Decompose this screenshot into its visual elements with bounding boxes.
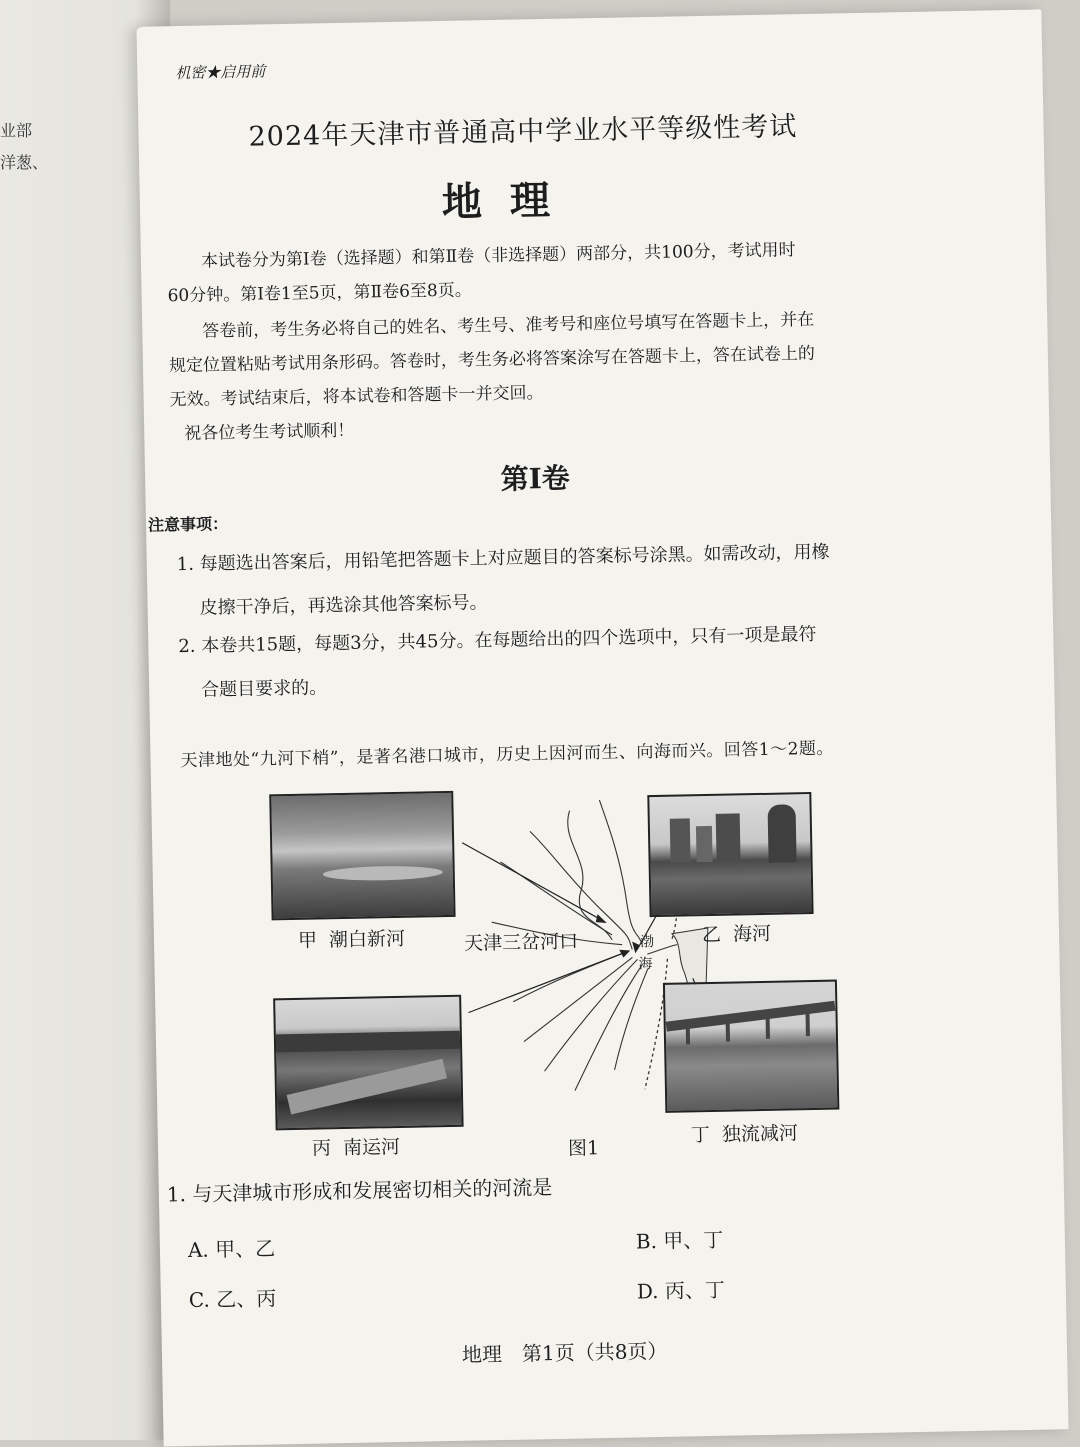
river-line [573,964,645,1090]
section-title: 第Ⅰ卷 [500,461,571,496]
photo-hai-river [647,792,813,917]
secret-mark: 机密★启用前 [175,62,266,83]
intro-line: 本试卷分为第Ⅰ卷（选择题）和第Ⅱ卷（非选择题）两部分，共100分，考试用时 [200,240,796,272]
intro-line: 60分钟。第Ⅰ卷1至5页，第Ⅱ卷6至8页。 [167,280,472,307]
caption-bing: 丙 南运河 [311,1135,401,1160]
caption-jia: 甲 潮白新河 [297,927,406,952]
note-2-cont: 合题目要求的。 [200,677,328,701]
note-2: 2. 本卷共15题，每题3分，共45分。在每题给出的四个选项中，只有一项是最符 [178,623,817,658]
map-label-bohai-1: 渤 [639,934,655,951]
intro-wish: 祝各位考生考试顺利！ [184,420,355,444]
option-b: B. 甲、丁 [635,1227,724,1254]
option-a: A. 甲、乙 [187,1236,276,1263]
intro-line: 无效。考试结束后，将本试卷和答题卡一并交回。 [169,383,544,411]
map-label-bohai-2: 海 [638,956,653,973]
note-1-cont: 皮擦干净后，再选涂其他答案标号。 [199,592,488,619]
figure-label: 图1 [567,1137,600,1160]
subject-title: 地理 [441,176,579,226]
intro-line: 答卷前，考生务必将自己的姓名、考生号、准考号和座位号填写在答题卡上，并在 [202,309,815,342]
photo-chaobai-river [269,791,455,921]
map-label-sanchahekou: 天津三岔河口 [463,930,579,955]
caption-ding: 丁 独流减河 [690,1122,799,1147]
arrowhead [596,914,607,923]
left-page-fragment-1: 业部 [0,121,33,140]
passage: 天津地处“九河下梢”，是著名港口城市，历史上因河而生、向海而兴。回答1～2题。 [180,738,835,772]
photo-south-canal [273,995,463,1131]
page-footer: 地理 第1页（共8页） [461,1338,668,1367]
intro-line: 规定位置粘贴考试用条形码。答卷时，考生务必将答案涂写在答题卡上，答在试卷上的 [168,343,816,377]
caption-yi: 乙 海河 [701,922,772,947]
exam-page [136,9,1068,1446]
notes-heading: 注意事项： [147,514,229,535]
exam-title: 2024年天津市普通高中学业水平等级性考试 [248,111,798,153]
arrowhead [632,941,640,953]
leader-line-bing [467,952,628,1013]
river-line [613,969,650,1070]
leader-line-jia [462,840,602,923]
river-line [512,952,628,1002]
photo-duliu-river [663,980,839,1113]
question-1-stem: 1. 与天津城市形成和发展密切相关的河流是 [166,1175,553,1207]
river-line [501,860,612,937]
option-d: D. 丙、丁 [636,1277,726,1304]
river-line [599,799,642,945]
note-1: 1. 每题选出答案后，用铅笔把答题卡上对应题目的答案标号涂黑。如需改动，用橡 [176,541,830,576]
option-c: C. 乙、丙 [188,1286,277,1313]
left-page-fragment-2: 洋葱、 [0,153,49,172]
